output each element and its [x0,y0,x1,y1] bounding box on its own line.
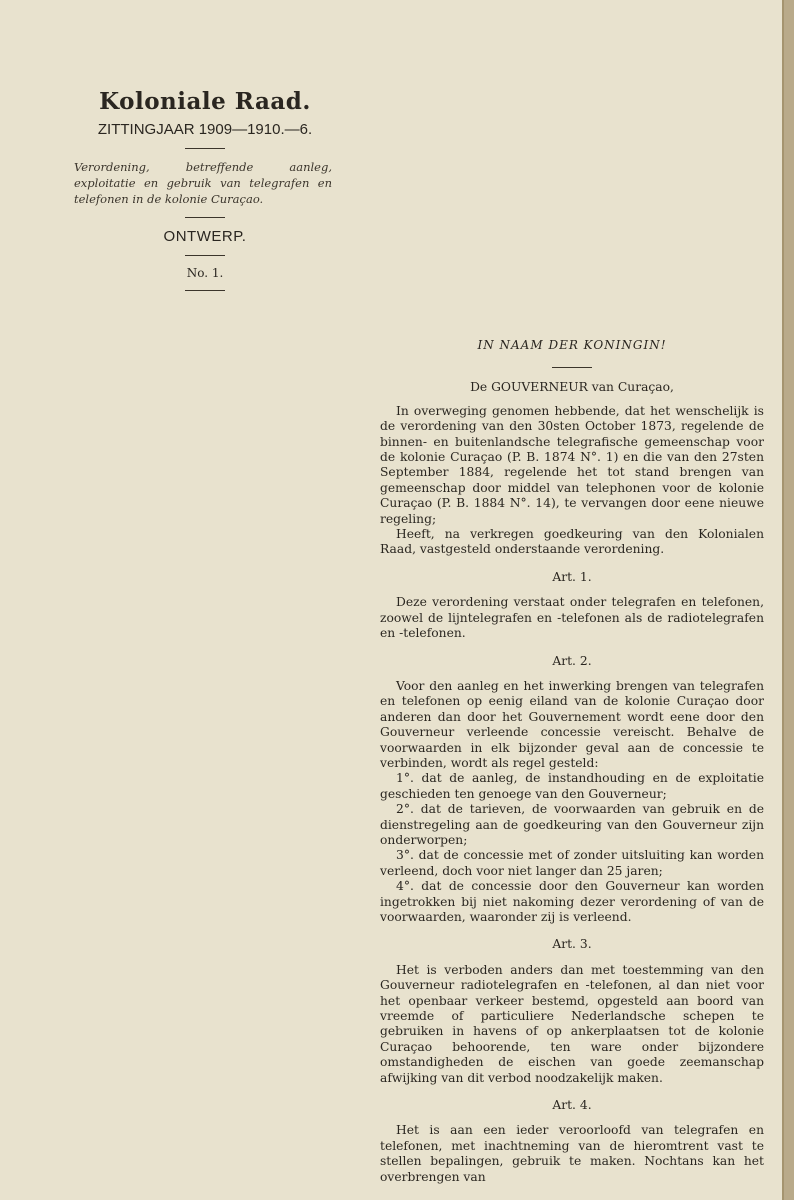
article-paragraph: Het is aan een ieder veroorloofd van telegrafen en telefonen, met inachtneming van de hieromtrent vast te stellen bepalingen, gebruik te maken. Nochtans kan het overbrengen van [380,1123,764,1184]
divider [552,367,592,368]
preamble-paragraph: Heeft, na verkregen goedkeuring van den Kolonialen Raad, vastgesteld onderstaande verordening. [380,527,764,557]
session-year: ZITTINGJAAR 1909—1910.—6. [97,121,313,138]
article-heading: Art. 3. [552,937,592,952]
ordinance-text [380,338,764,1185]
divider [185,290,225,291]
article-heading: Art. 4. [552,1098,592,1113]
divider [185,255,225,256]
article-item: 2°. dat de tarieven, de voorwaarden van gebruik en de dienstregeling aan de goedkeuring van den Gouverneur zijn onderworpen; [380,802,764,847]
article-heading: Art. 1. [552,569,592,584]
article-paragraph: Deze verordening verstaat onder telegrafen en telefonen, zoowel de lijntelegrafen en -telefonen als de radiotelegrafen en -telefonen. [380,595,764,641]
article-item: 1°. dat de aanleg, de instandhouding en de exploitatie geschieden ten genoege van den Gouverneur; [380,771,764,801]
ordinance-subject: Verordening, betreffende aanleg, exploitatie en gebruik van telegrafen en telefonen in de kolonie Curaçao. [74,160,332,206]
invocation: IN NAAM DER KONINGIN! [477,338,667,352]
divider [185,148,225,149]
council-title: Koloniale Raad. [99,88,311,115]
document-number: No. 1. [186,266,224,280]
governor-line: De GOUVERNEUR van Curaçao, [470,380,674,395]
page-edge [782,0,794,1200]
article-heading: Art. 2. [552,653,592,668]
draft-label: ONTWERP. [163,228,247,245]
article-paragraph: Voor den aanleg en het inwerking brengen van telegrafen en telefonen op eenig eiland van de kolonie Curaçao door anderen dan door het Gouvernement wordt eene door den Gouverneur verleende concessie vereischt. Behalve de voorwaarden in elk bijzonder geval aan de concessie te verbinden, wordt als regel gesteld: [380,678,764,770]
article-paragraph: Het is verboden anders dan met toestemming van den Gouverneur radiotelegrafen en -telefonen, al dan niet voor het openbaar verkeer bestemd, opgesteld aan boord van vreemde of particuliere Nederlandsche schepen te gebruiken in havens of op ankerplaatsen tot de kolonie Curaçao behoorende, ten ware onder bijzondere omstandigheden de eischen van goede zeemanschap afwijking van dit verbod noodzakelijk maken. [380,962,764,1085]
article-item: 3°. dat de concessie met of zonder uitsluiting kan worden verleend, doch voor niet langer dan 25 jaren; [380,848,764,878]
divider [185,217,225,218]
preamble-paragraph: In overweging genomen hebbende, dat het wenschelijk is de verordening van den 30sten October 1873, regelende de binnen- en buitenlandsche telegrafische gemeenschap voor de kolonie Curaçao (P. B. 1874 N°. 1) en die van den 27sten September 1884, regelende het tot stand brengen van gemeenschap door middel van telephonen voor de kolonie Curaçao (P. B. 1884 N°. 14), te vervangen door eene nieuwe regeling; [380,403,764,526]
header-block [60,88,350,301]
article-item: 4°. dat de concessie door den Gouverneur kan worden ingetrokken bij niet nakoming dezer verordening of van de voorwaarden, waaronder zij is verleend. [380,879,764,924]
